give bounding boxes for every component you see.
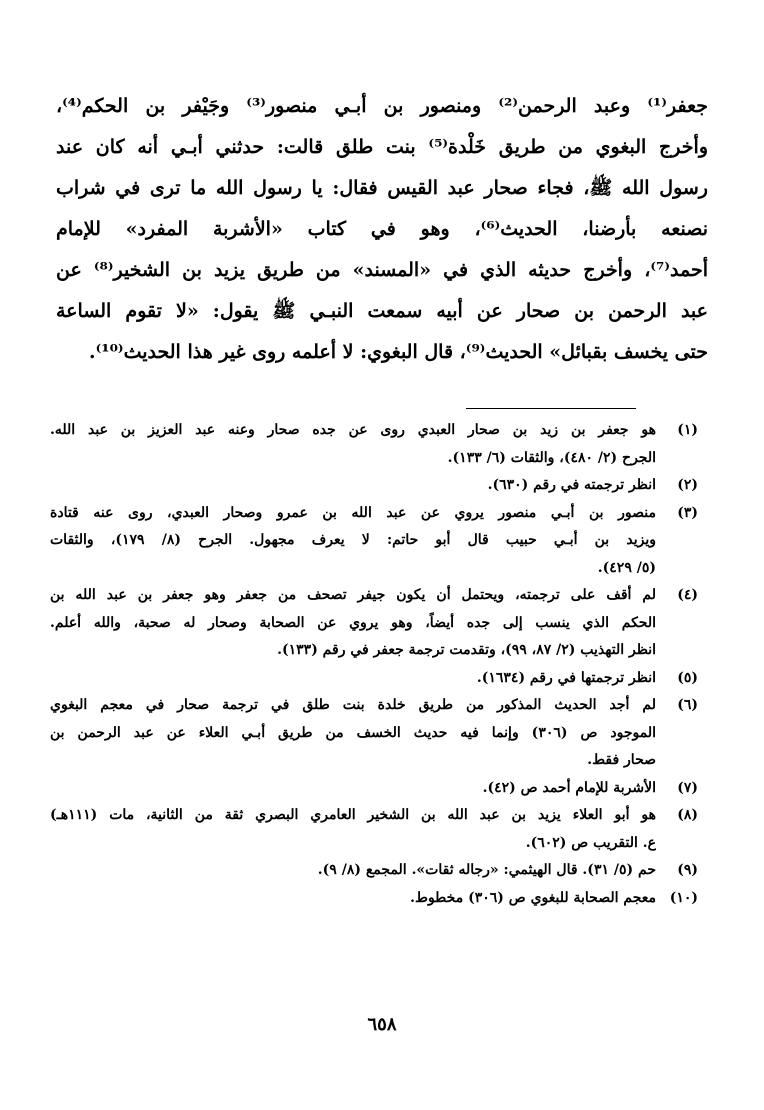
footnote-line: هو جعفر بن زيد بن صحار العبدي روى عن جده صحار وعنه عبد العزيز بن عبد الله. bbox=[50, 422, 656, 438]
footnote-line: صحار فقط. bbox=[587, 752, 656, 768]
main-text-line: عبد الرحمن بن صحار عن أبيه سمعت النبـي ﷺ يقول: «لا تقوم الساعة bbox=[56, 300, 708, 322]
footnote-number: (٦) bbox=[677, 697, 698, 713]
footnote bbox=[50, 775, 698, 803]
footnote bbox=[50, 692, 698, 775]
footnote-line: لم أجد الحديث المذكور من طريق خلدة بنت طلق في ترجمة صحار في معجم البغوي bbox=[50, 697, 656, 713]
footnote-number: (٤) bbox=[677, 587, 698, 603]
main-text-line: نصنعه بأرضنا، الحديث⁽⁶⁾، وهو في كتاب «الأشربة المفرد» للإمام bbox=[56, 218, 708, 240]
footnote-line: الأشربة للإمام أحمد ص (٤٢). bbox=[482, 779, 656, 796]
footnote bbox=[50, 802, 698, 857]
footnote-line: الموجود ص (٣٠٦) وإنما فيه حديث الخسف من طريق أبـي العلاء عن عبد الرحمن بن bbox=[50, 724, 656, 741]
footnote-number: (٨) bbox=[677, 807, 698, 823]
footnote bbox=[50, 582, 698, 665]
footnote-number: (١) bbox=[677, 422, 698, 438]
footnote-number: (٧) bbox=[677, 779, 698, 796]
footnote-number: (٩) bbox=[677, 862, 698, 878]
footnote-line: الجرح (٢/ ٤٨٠)، والثقات (٦/ ١٣٣). bbox=[447, 449, 656, 466]
footnote-line: (٥/ ٤٢٩). bbox=[597, 559, 656, 576]
footnote bbox=[50, 500, 698, 583]
footnote-line: معجم الصحابة للبغوي ص (٣٠٦) مخطوط. bbox=[410, 889, 656, 906]
footnote-line: ع. التقريب ص (٦٠٢). bbox=[525, 834, 656, 851]
main-text-line: أحمد⁽⁷⁾، وأخرج حديثه الذي في «المسند» من طريق يزيد بن الشخير⁽⁸⁾ عن bbox=[56, 259, 708, 281]
footnote bbox=[50, 885, 698, 913]
main-text-line: حتى يخسف بقبائل» الحديث⁽⁹⁾، قال البغوي: لا أعلمه روى غير هذا الحديث⁽¹⁰⁾. bbox=[88, 341, 708, 363]
footnote bbox=[50, 472, 698, 500]
page-number: ٦٥٨ bbox=[367, 1014, 397, 1035]
main-text-line: رسول الله ﷺ، فجاء صحار عبد القيس فقال: يا رسول الله ما ترى في شراب bbox=[56, 177, 708, 199]
footnote bbox=[50, 665, 698, 693]
footnotes bbox=[50, 417, 698, 912]
footnote-line: لم أقف على ترجمته، ويحتمل أن يكون جيفر تصحف من جعفر وهو جعفر بن عبد الله بن bbox=[50, 587, 656, 603]
footnote-line: حم (٥/ ٣١). قال الهيثمي: «رجاله ثقات». المجمع (٨/ ٩). bbox=[317, 862, 656, 878]
footnote-number: (٣) bbox=[677, 504, 698, 521]
footnote-number: (٥) bbox=[677, 669, 698, 686]
footnote-line: انظر التهذيب (٢/ ٨٧، ٩٩)، وتقدمت ترجمة جعفر في رقم (١٣٣). bbox=[277, 642, 656, 658]
footnote-line: منصور بن أبـي منصور يروي عن عبد الله بن عمرو وصحار العبدي، روى عنه قتادة bbox=[50, 504, 656, 521]
footnote-line: انظر ترجمتها في رقم (١٦٣٤). bbox=[476, 669, 656, 686]
footnote bbox=[50, 417, 698, 472]
footnote-number: (١٠) bbox=[669, 889, 698, 906]
main-text-line: جعفر⁽¹⁾ وعبد الرحمن⁽²⁾ ومنصور بن أبـي منصور⁽³⁾ وجَيْفر بن الحكم⁽⁴⁾، bbox=[56, 95, 708, 117]
main-text-line: وأخرج البغوي من طريق خَلْدة⁽⁵⁾ بنت طلق قالت: حدثني أبـي أنه كان عند bbox=[56, 136, 708, 158]
footnote-line: هو أبو العلاء يزيد بن عبد الله بن الشخير العامري البصري ثقة من الثانية، مات (١١١هـ) bbox=[50, 807, 656, 823]
main-text bbox=[56, 86, 708, 373]
footnote-line: ويزيد بن أبـي حبيب قال أبو حاتم: لا يعرف مجهول. الجرح (٨/ ١٧٩)، والثقات bbox=[50, 532, 656, 548]
footnote-separator bbox=[466, 408, 636, 409]
footnote-number: (٢) bbox=[677, 477, 698, 493]
footnote-line: الحكم الذي ينسب إلى جده أيضاً، وهو يروي عن الصحابة وصحار له صحبة، والله أعلم. bbox=[50, 614, 656, 631]
footnote bbox=[50, 857, 698, 885]
footnote-line: انظر ترجمته في رقم (٦٣٠). bbox=[487, 477, 656, 493]
